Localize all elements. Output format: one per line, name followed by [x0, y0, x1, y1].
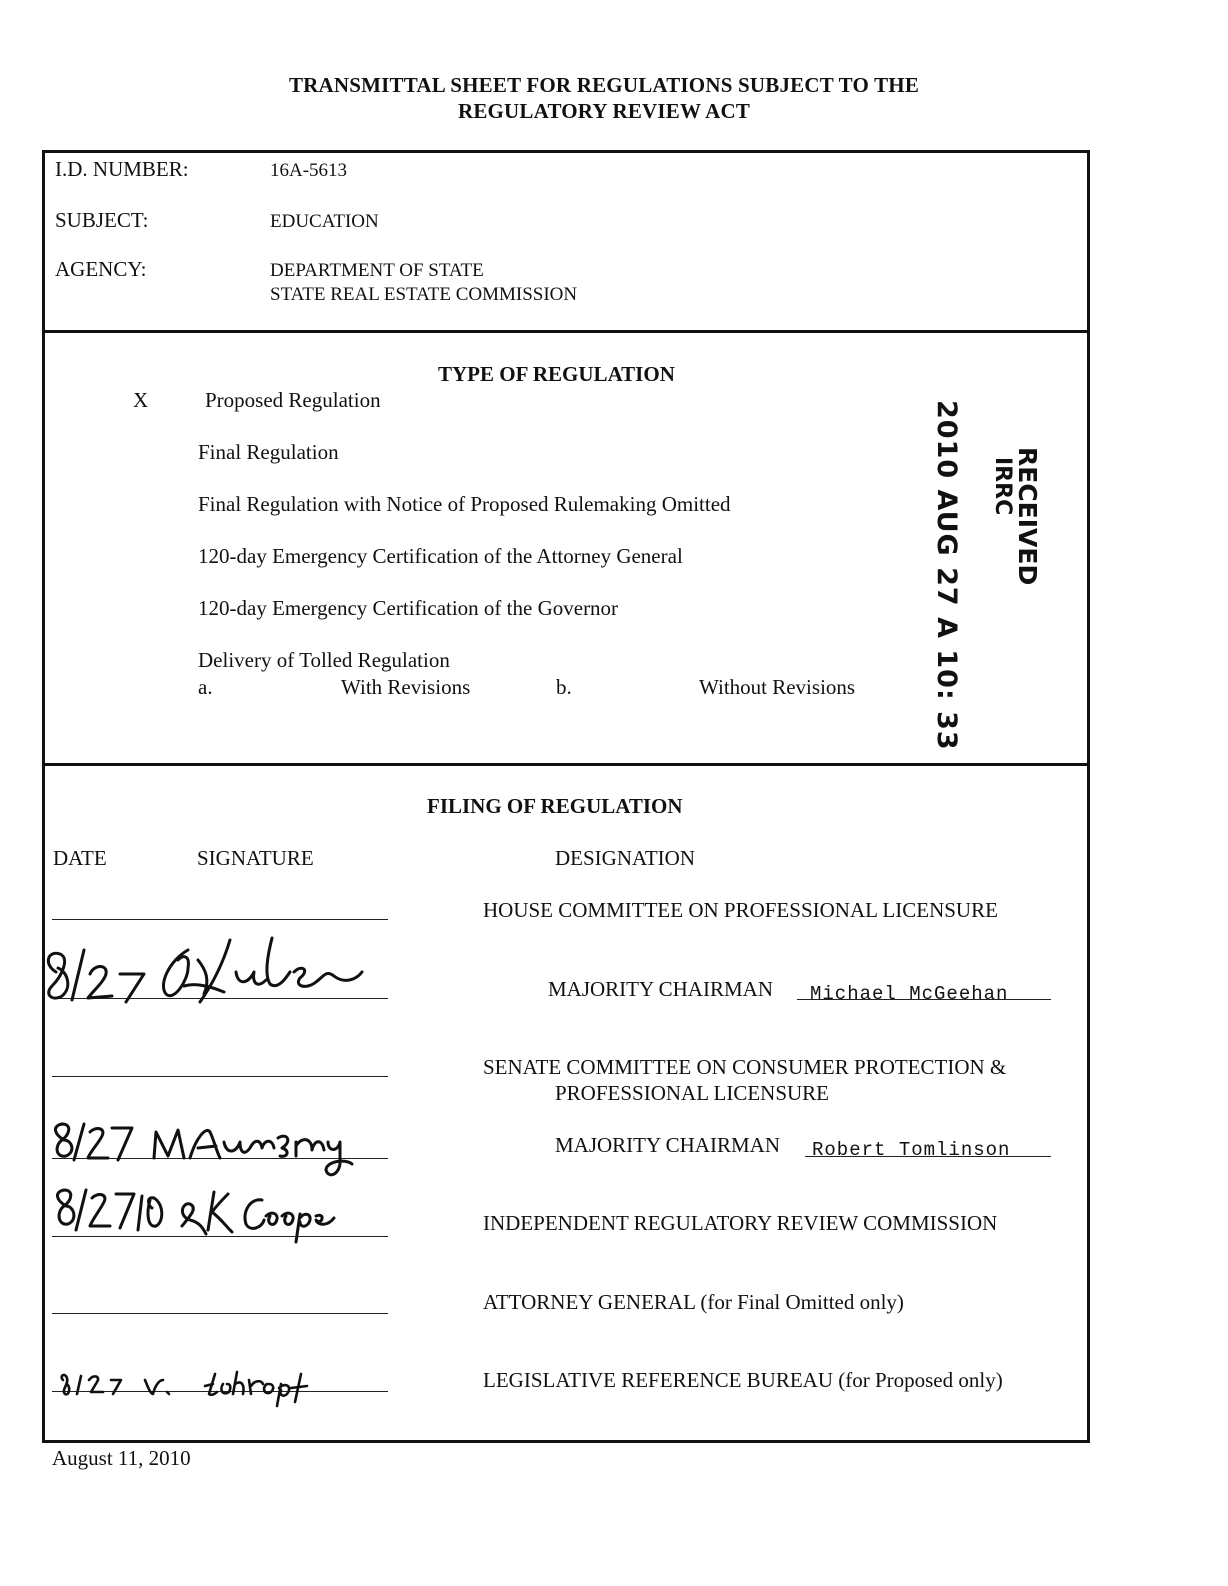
type-of-regulation-heading: TYPE OF REGULATION	[438, 362, 675, 386]
designation-senate-committee-line2: PROFESSIONAL LICENSURE	[555, 1081, 830, 1105]
handwritten-signature-house	[38, 920, 378, 1005]
id-number-label: I.D. NUMBER:	[55, 157, 189, 181]
sub-option-b-marker: b.	[556, 675, 572, 699]
designation-house-committee: HOUSE COMMITTEE ON PROFESSIONAL LICENSURE	[483, 898, 998, 922]
handwritten-signature-lrb	[55, 1366, 355, 1408]
filing-heading: FILING OF REGULATION	[427, 794, 683, 818]
option-proposed-regulation: Proposed Regulation	[205, 388, 381, 412]
designation-lrb: LEGISLATIVE REFERENCE BUREAU (for Proposed only)	[483, 1368, 1003, 1392]
designation-irrc: INDEPENDENT REGULATORY REVIEW COMMISSION	[483, 1211, 998, 1235]
document-title-line1: TRANSMITTAL SHEET FOR REGULATIONS SUBJECT TO THE	[288, 73, 920, 97]
senate-chairman-name-underline	[805, 1156, 1051, 1157]
designation-senate-committee-line1: SENATE COMMITTEE ON CONSUMER PROTECTION &	[483, 1055, 1007, 1079]
option-final-regulation: Final Regulation	[198, 440, 339, 464]
subject-label: SUBJECT:	[55, 208, 149, 232]
column-signature-header: SIGNATURE	[197, 846, 314, 870]
agency-label: AGENCY:	[55, 257, 147, 281]
handwritten-signature-senate	[50, 1118, 360, 1196]
proposed-check-mark: X	[133, 388, 149, 412]
designation-attorney-general: ATTORNEY GENERAL (for Final Omitted only)	[483, 1290, 904, 1314]
handwritten-signature-irrc	[50, 1186, 340, 1258]
option-final-omitted: Final Regulation with Notice of Proposed Rulemaking Omitted	[198, 492, 731, 516]
document-title-line2: REGULATORY REVIEW ACT	[457, 99, 751, 123]
received-stamp-date: 2010 AUG 27 A 10: 33	[931, 400, 962, 751]
option-delivery-tolled: Delivery of Tolled Regulation	[198, 648, 450, 672]
designation-house-majority-chairman-label: MAJORITY CHAIRMAN	[548, 977, 773, 1001]
house-chairman-name-underline	[797, 999, 1051, 1000]
agency-line1: DEPARTMENT OF STATE	[270, 260, 484, 281]
document-date: August 11, 2010	[52, 1446, 191, 1470]
subject-value: EDUCATION	[270, 211, 379, 232]
house-majority-chairman-name: Michael McGeehan	[810, 983, 1009, 1005]
received-stamp-label: RECEIVED	[1013, 447, 1042, 586]
senate-majority-chairman-name: Robert Tomlinson	[812, 1139, 1011, 1161]
sub-option-a-marker: a.	[198, 675, 213, 699]
column-date-header: DATE	[53, 846, 107, 870]
id-number-value: 16A-5613	[270, 160, 348, 181]
sub-option-without-revisions: Without Revisions	[699, 675, 856, 699]
option-emergency-attorney-general: 120-day Emergency Certification of the Attorney General	[198, 544, 683, 568]
signature-line-senate-committee	[52, 1076, 388, 1077]
designation-senate-majority-chairman-label: MAJORITY CHAIRMAN	[555, 1133, 780, 1157]
signature-line-attorney-general	[52, 1313, 388, 1314]
column-designation-header: DESIGNATION	[555, 846, 695, 870]
received-stamp-irrc: IRRC	[990, 457, 1015, 516]
option-emergency-governor: 120-day Emergency Certification of the Governor	[198, 596, 619, 620]
sub-option-with-revisions: With Revisions	[341, 675, 471, 699]
agency-line2: STATE REAL ESTATE COMMISSION	[270, 284, 578, 305]
